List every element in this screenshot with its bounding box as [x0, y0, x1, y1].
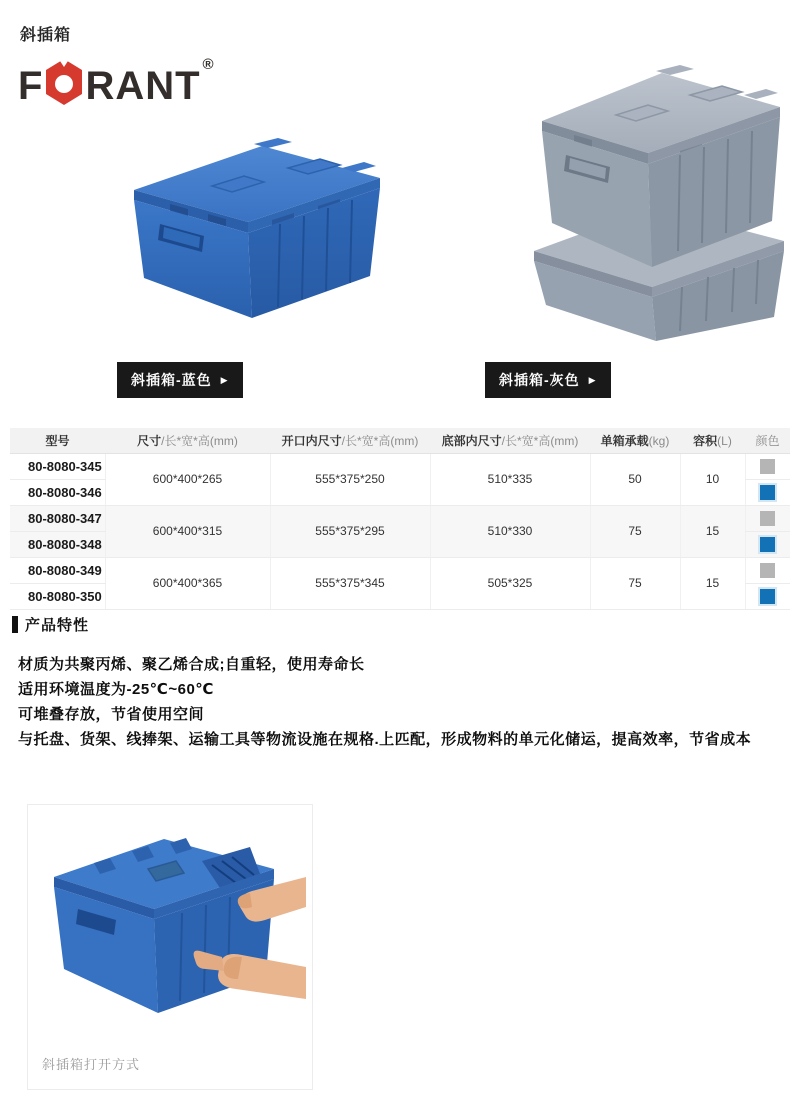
badge-blue-box[interactable] — [117, 362, 243, 398]
table-row — [10, 557, 790, 583]
spec-table — [10, 428, 790, 610]
model-cell: 80-8080-346 — [10, 479, 105, 505]
model-cell: 80-8080-349 — [10, 557, 105, 583]
col-bottom: 底部内尺寸/长*宽*高(mm) — [430, 428, 590, 453]
gray-swatch — [760, 459, 775, 474]
registered-mark: ® — [202, 56, 214, 73]
model-cell: 80-8080-347 — [10, 505, 105, 531]
table-row — [10, 505, 790, 531]
model-cell: 80-8080-345 — [10, 453, 105, 479]
size-cell: 600*400*315 — [105, 505, 270, 557]
col-volume: 容积(L) — [680, 428, 745, 453]
arrow-right-icon: ▶ — [588, 375, 597, 385]
hexnut-icon — [44, 58, 84, 106]
opening-cell: 555*375*250 — [270, 453, 430, 505]
volume-cell: 15 — [680, 557, 745, 609]
feature-line: 与托盘、货架、线捧架、运输工具等物流设施在规格.上匹配，形成物料的单元化储运，提高效率，节省成本 — [18, 731, 752, 748]
blue-swatch — [760, 589, 775, 604]
feature-line: 适用环境温度为-25℃~60℃ — [18, 681, 214, 698]
bottom-cell: 510*335 — [430, 453, 590, 505]
color-cell — [745, 505, 790, 531]
page-title: 斜插箱 — [20, 27, 72, 44]
product-image-blue — [112, 128, 397, 328]
badge-gray-box[interactable] — [485, 362, 611, 398]
forant-logo — [18, 58, 214, 106]
opening-cell: 555*375*345 — [270, 557, 430, 609]
load-cell: 75 — [590, 557, 680, 609]
feature-line: 可堆叠存放，节省使用空间 — [18, 706, 205, 723]
features-list — [18, 652, 788, 752]
color-cell — [745, 557, 790, 583]
badge-gray-label: 斜插箱-灰色 — [499, 372, 580, 388]
product-image-gray — [520, 55, 800, 343]
logo-letters-rant: RANT — [85, 64, 201, 108]
col-size: 尺寸/长*宽*高(mm) — [105, 428, 270, 453]
load-cell: 50 — [590, 453, 680, 505]
color-cell — [745, 531, 790, 557]
load-cell: 75 — [590, 505, 680, 557]
section-bar-icon — [12, 616, 18, 633]
feature-line: 材质为共聚丙烯、聚乙烯合成;自重轻，使用寿命长 — [18, 656, 365, 673]
features-header — [12, 614, 89, 635]
col-color: 颜色 — [745, 428, 790, 453]
volume-cell: 10 — [680, 453, 745, 505]
color-cell — [745, 479, 790, 505]
blue-swatch — [760, 485, 775, 500]
arrow-right-icon: ▶ — [220, 375, 229, 385]
blue-swatch — [760, 537, 775, 552]
open-demo-caption: 斜插箱打开方式 — [42, 1057, 141, 1072]
col-model: 型号 — [10, 428, 105, 453]
bottom-cell: 510*330 — [430, 505, 590, 557]
model-cell: 80-8080-350 — [10, 583, 105, 609]
table-row — [10, 453, 790, 479]
col-load: 单箱承载(kg) — [590, 428, 680, 453]
table-header-row — [10, 428, 790, 453]
logo-letter-f: F — [18, 64, 44, 108]
color-cell — [745, 453, 790, 479]
gray-swatch — [760, 511, 775, 526]
opening-cell: 555*375*295 — [270, 505, 430, 557]
open-demo-image — [36, 817, 306, 1047]
gray-swatch — [760, 563, 775, 578]
bottom-cell: 505*325 — [430, 557, 590, 609]
color-cell — [745, 583, 790, 609]
features-title: 产品特性 — [25, 617, 90, 634]
open-demo-card — [27, 804, 313, 1090]
size-cell: 600*400*365 — [105, 557, 270, 609]
model-cell: 80-8080-348 — [10, 531, 105, 557]
col-opening: 开口内尺寸/长*宽*高(mm) — [270, 428, 430, 453]
size-cell: 600*400*265 — [105, 453, 270, 505]
badge-blue-label: 斜插箱-蓝色 — [131, 372, 212, 388]
volume-cell: 15 — [680, 505, 745, 557]
